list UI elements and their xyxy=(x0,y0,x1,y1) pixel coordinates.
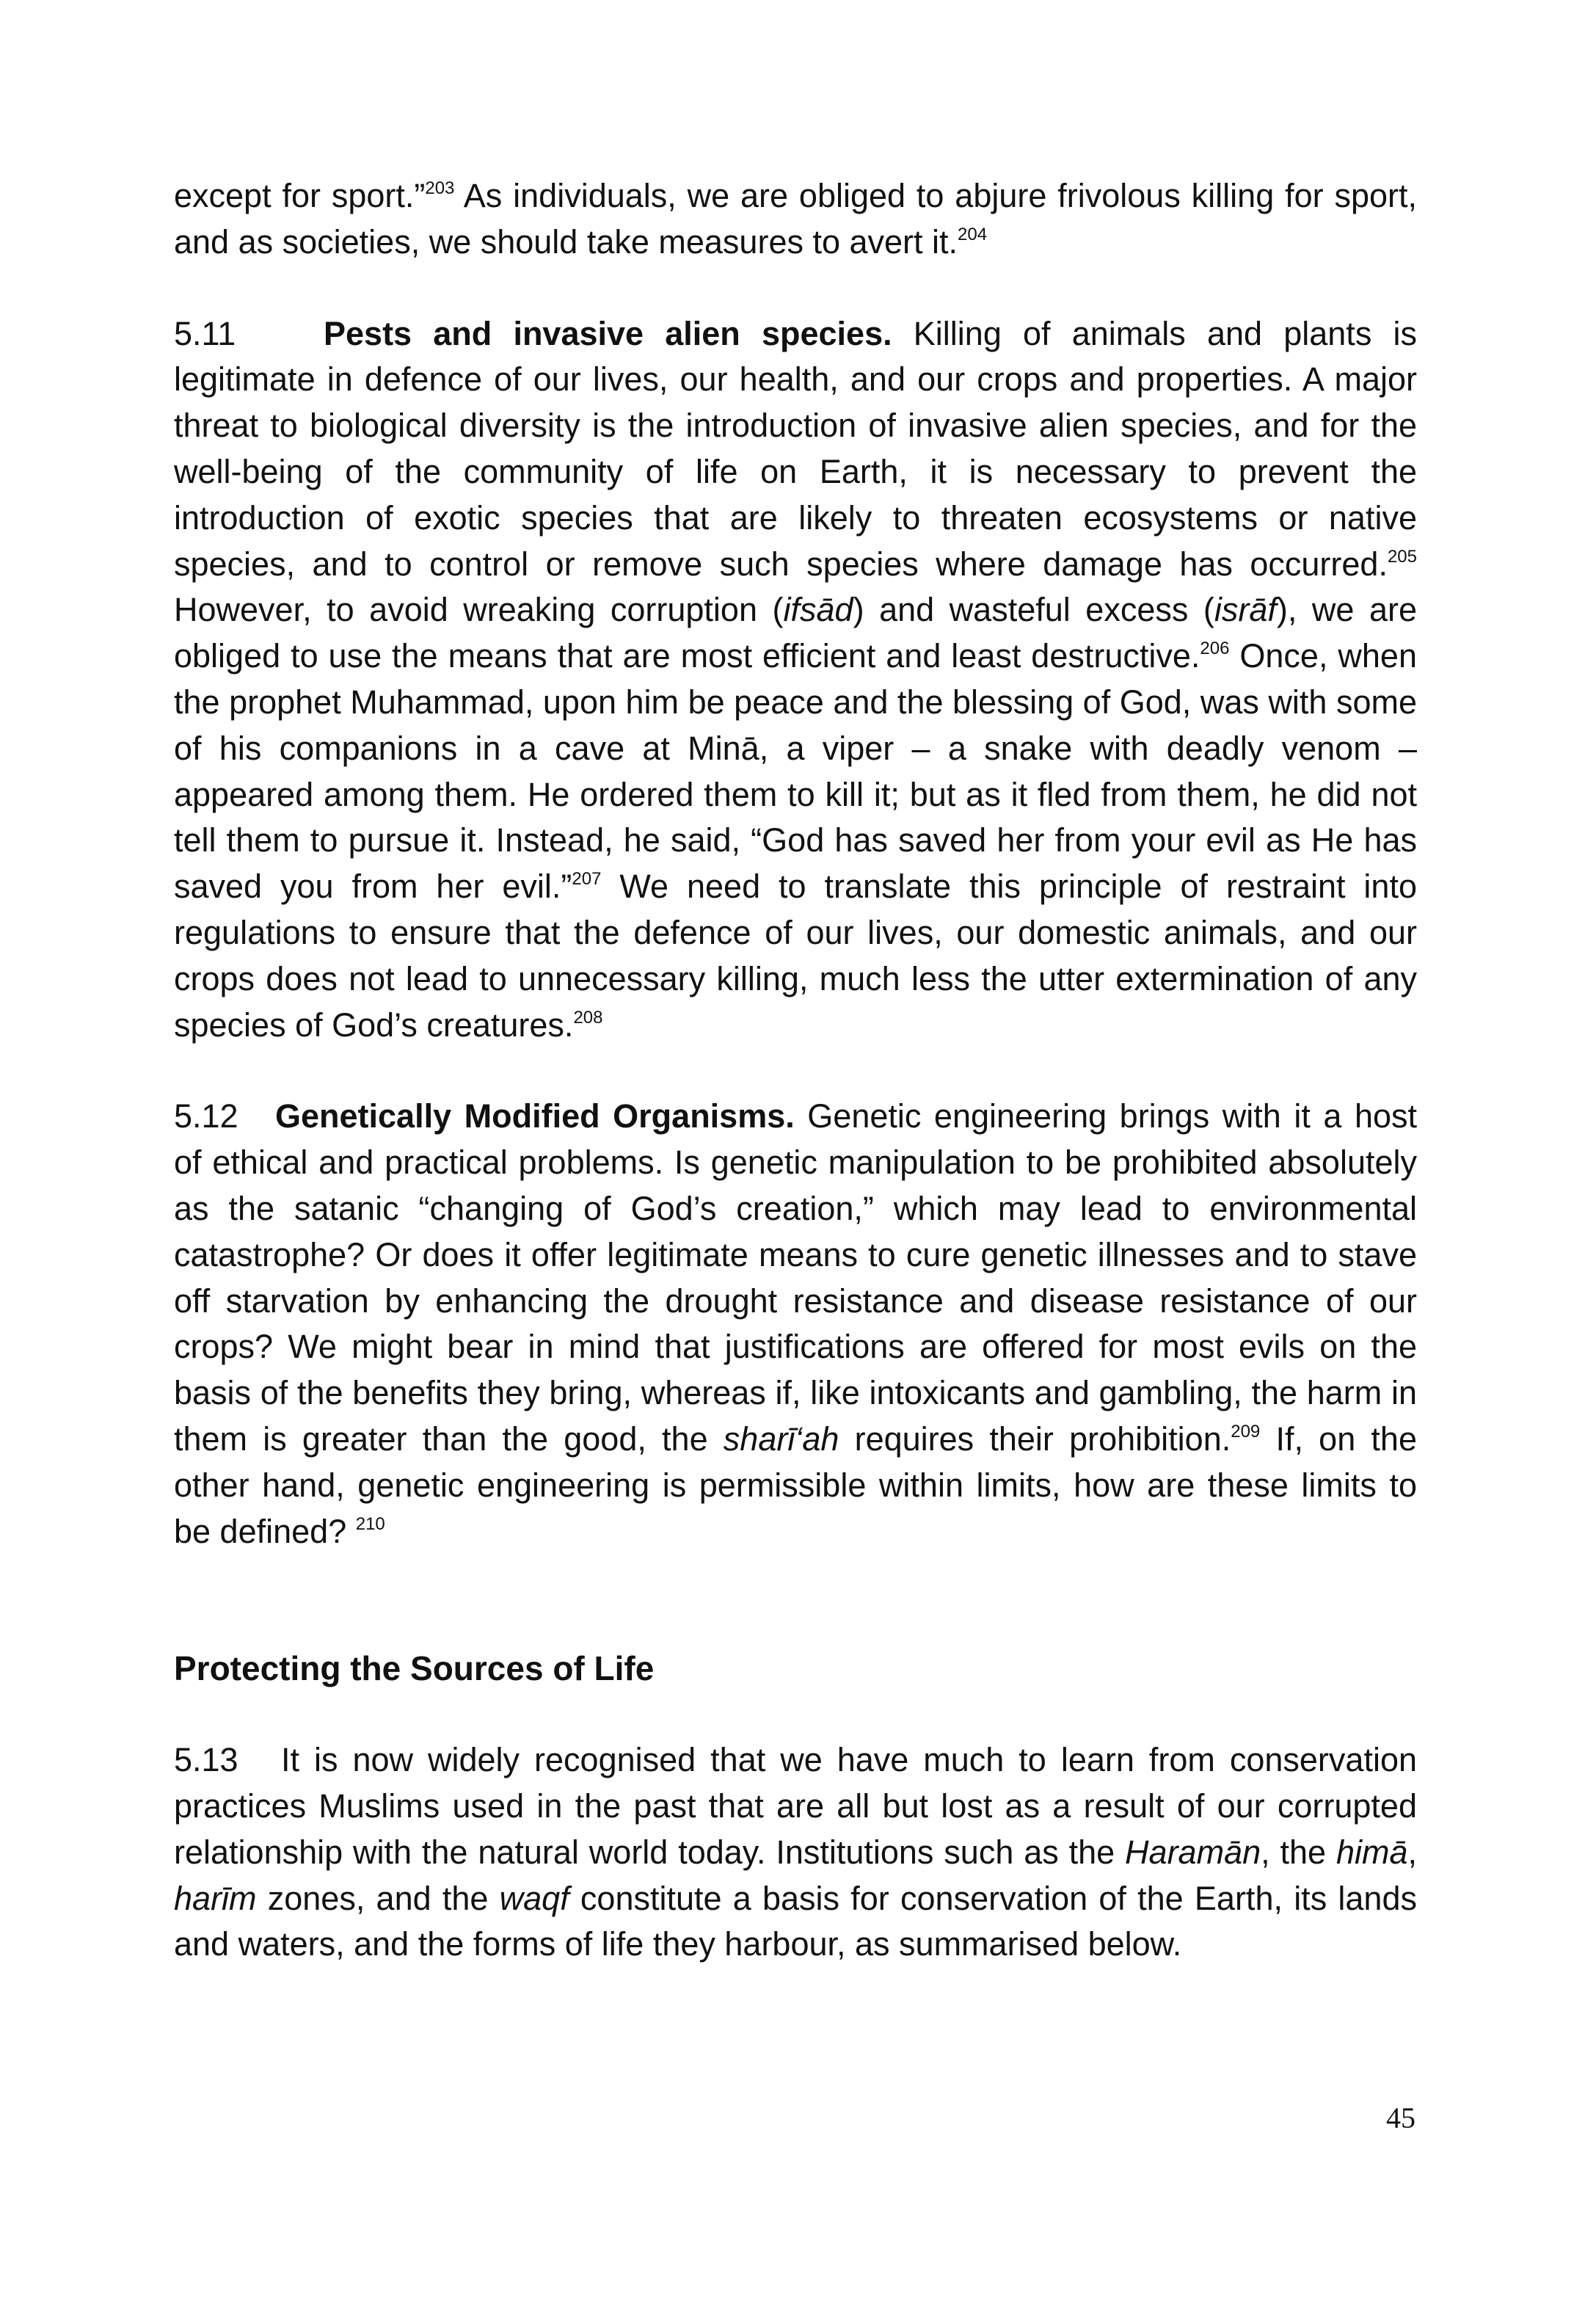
italic-term: sharī‘ah xyxy=(723,1419,839,1458)
italic-term: harīm xyxy=(174,1879,257,1917)
spacer xyxy=(174,266,1417,311)
paragraph-5-12 xyxy=(174,1094,1417,1555)
spacer xyxy=(174,1555,1417,1646)
footnote-ref-210: 210 xyxy=(355,1513,385,1534)
section-number: 5.11 xyxy=(174,314,236,352)
paragraph-continuation xyxy=(174,173,1417,266)
text: However, to avoid wreaking corruption ( xyxy=(174,591,784,629)
text: , xyxy=(1407,1833,1417,1871)
text: ) and wasteful excess ( xyxy=(853,591,1214,629)
section-title: Genetically Modified Organisms. xyxy=(275,1097,795,1135)
text: We need to translate this principle of restraint into regulations to ensure that the defence of our lives, our domestic animals, and our crops does not lead to unnecessary killing, much less the utter extermination of any species of God’s creatures. xyxy=(174,868,1417,1044)
text: Killing of animals and plants is legitimate in defence of our lives, our health, and our crops and properties. A major threat to biological diversity is the introduction of invasive alien species, and for the well-being of the community of life on Earth, it is necessary to prevent the introduction of exotic species that are likely to threaten ecosystems or native species, and to control or remove such species where damage has occurred. xyxy=(174,314,1417,583)
italic-term: ifsād xyxy=(783,591,853,629)
page-number: 45 xyxy=(1386,2101,1415,2134)
text: It is now widely recognised that we have much to learn from conservation practices Muslims used in the past that are all but lost as a result of our corrupted relationship with the natural world today. Institutions such as the xyxy=(174,1741,1417,1871)
text: , the xyxy=(1261,1833,1336,1871)
section-number: 5.13 xyxy=(174,1741,238,1779)
footnote-ref-207: 207 xyxy=(572,869,602,890)
spacer xyxy=(174,1048,1417,1094)
text: If, on the other hand, genetic engineering is permissible within limits, how are these limits to be defined? xyxy=(174,1419,1417,1550)
footnote-ref-209: 209 xyxy=(1231,1421,1261,1442)
section-title: Pests and invasive alien species. xyxy=(324,314,892,352)
footnote-ref-204: 204 xyxy=(958,224,988,244)
paragraph-5-11 xyxy=(174,311,1417,1049)
footnote-ref-206: 206 xyxy=(1200,639,1230,659)
text: constitute a basis for conservation of the Earth, its lands and waters, and the forms of life they harbour, as summarised below. xyxy=(174,1879,1417,1963)
document-page xyxy=(174,173,1417,1968)
text: zones, and the xyxy=(256,1879,500,1917)
text: As individuals, we are obliged to abjure frivolous killing for sport, and as societies, we should take measures to avert it. xyxy=(174,177,1417,261)
text: Once, when the prophet Muhammad, upon him be peace and the blessing of God, was with some of his companions in a cave at Minā, a viper – a snake with deadly venom – appeared among them. He ordered them to kill it; but as it fled from them, he did not tell them to pursue it. Instead, he said, “God has saved her from your evil as He has saved you from her evil.” xyxy=(174,637,1417,906)
paragraph-5-13 xyxy=(174,1737,1417,1968)
italic-term: waqf xyxy=(499,1879,569,1917)
section-number: 5.12 xyxy=(174,1097,238,1135)
text: Genetic engineering brings with it a host of ethical and practical problems. Is genetic manipulation to be prohibited absolutely as the satanic “changing of God’s creation,” which may lead to environmental catastrophe? Or does it offer legitimate means to cure genetic illnesses and to stave off starvation by enhancing the drought resistance and disease resistance of our crops? We might bear in mind that justifications are offered for most evils on the basis of the benefits they bring, whereas if, like intoxicants and gambling, the harm in them is greater than the good, the xyxy=(174,1097,1417,1458)
footnote-ref-208: 208 xyxy=(573,1007,603,1028)
italic-term: himā xyxy=(1336,1833,1408,1871)
italic-term: isrāf xyxy=(1214,591,1277,629)
section-heading: Protecting the Sources of Life xyxy=(174,1649,655,1688)
footnote-ref-203: 203 xyxy=(425,178,455,198)
italic-term: Haramān xyxy=(1125,1833,1261,1871)
text: requires their prohibition. xyxy=(839,1419,1231,1458)
text: except for sport.” xyxy=(174,177,426,214)
text: ), we are obliged to use the means that are most efficient and least destructive. xyxy=(174,591,1417,675)
footnote-ref-205: 205 xyxy=(1387,546,1417,567)
spacer xyxy=(174,1692,1417,1737)
